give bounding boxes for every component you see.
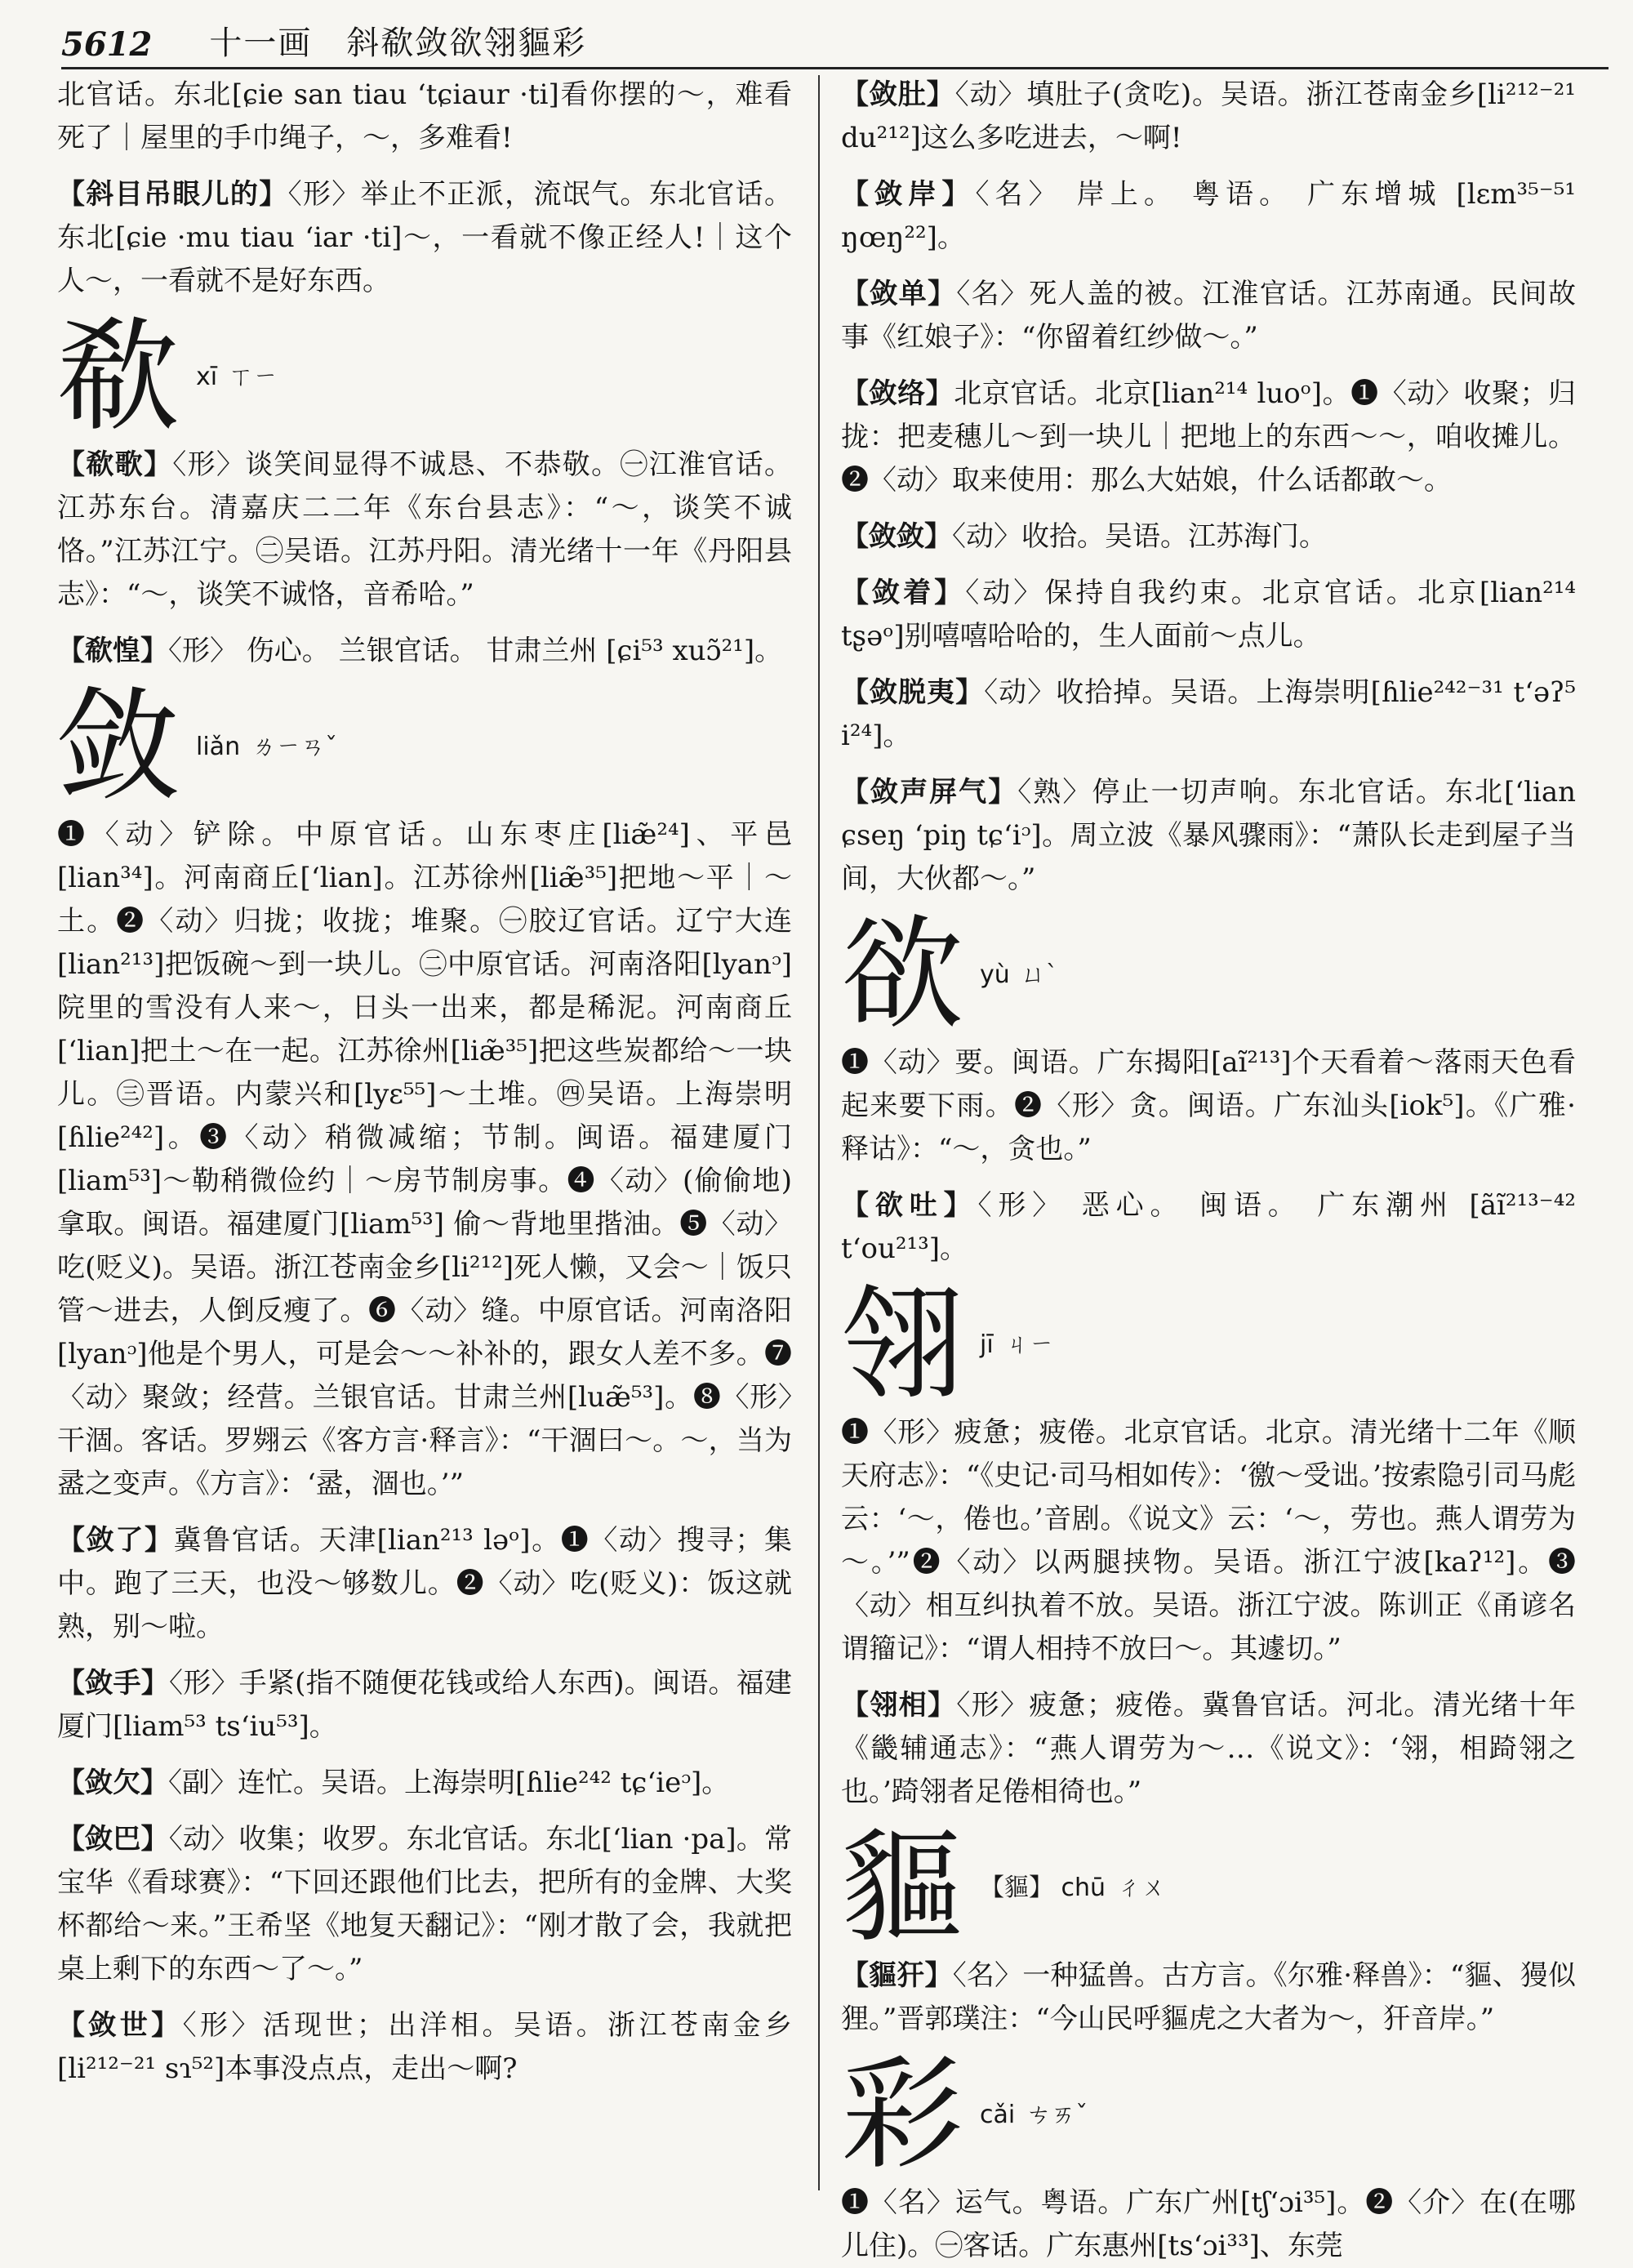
- headword-glyph: 欷: [57, 306, 180, 448]
- dictionary-entry: [841, 273, 1576, 359]
- entry-term: 【翎相】: [841, 1689, 957, 1722]
- entry-definition: 〈动〉填肚子(贪吃)。吴语。浙江苍南金乡[li²¹²⁻²¹ du²¹²]这么多吃进去，～啊!: [841, 78, 1576, 154]
- headword-zhuyin: ㄌㄧㄢˇ: [251, 733, 338, 761]
- left-column: [57, 74, 792, 2189]
- entry-term: 【敛敛】: [841, 520, 952, 553]
- entry-definition: 〈名〉 岸上。 粤语。 广东增城 [lɛm³⁵⁻⁵¹ ŋœŋ²²]。: [841, 178, 1576, 254]
- entry-continuation: ❶〈动〉铲除。中原官话。山东枣庄[liæ̃²⁴]、平邑[lian³⁴]。河南商丘[ʻlian]。江苏徐州[liæ̃³⁵]把地～平｜～土。❷〈动〉归拢；收拢；堆聚。㊀胶辽官话。辽宁大连[lian²¹³]把饭碗～到一块儿。㊁中原官话。河南洛阳[lyanᵓ]院里的雪没有人来～，日头一出来，都是稀泥。河南商丘[ʻlian]把土～在一起。江苏徐州[liæ̃³⁵]把这些炭都给～一块儿。㊂晋语。内蒙兴和[lyɛ⁵⁵]～土堆。㊃吴语。上海崇明[ɦlie²⁴²]。❸〈动〉稍微减缩；节制。闽语。福建厦门[liam⁵³]～勒稍微俭约｜～房节制房事。❹〈动〉(偷偷地)拿取。闽语。福建厦门[liam⁵³] 偷～背地里揩油。❺〈动〉吃(贬义)。吴语。浙江苍南金乡[li²¹²]死人懒，又会～｜饭只管～进去，人倒反瘦了。❻〈动〉缝。中原官话。河南洛阳[lyanᵓ]他是个男人，可是会～～补补的，跟女人差不多。❼〈动〉聚敛；经营。兰银官话。甘肃兰州[luæ̃⁵³]。❽〈形〉干涸。客话。罗翙云《客方言·释言》：“干涸曰～。～，当为盝之变声。《方言》：‘盝，涸也。’”: [57, 818, 792, 1500]
- entry-continuation: 北官话。东北[ɕie san tiau ʻtɕiaur ·ti]看你摆的～，难看死了｜屋里的手巾绳子，～，多难看!: [57, 78, 792, 154]
- dictionary-entry: [841, 515, 1576, 559]
- headword-pinyin: yù: [980, 960, 1010, 989]
- dictionary-entry: [841, 1954, 1576, 2041]
- headword-zhuyin: ㄘㄞˇ: [1026, 2101, 1088, 2129]
- right-column: [841, 74, 1577, 2262]
- headword-character: [57, 306, 792, 448]
- headword-pinyin: liǎn: [196, 733, 241, 761]
- entry-definition: 〈动〉收拾。吴语。江苏海门。: [952, 520, 1327, 553]
- dictionary-entry: [841, 671, 1576, 758]
- entry-term: 【敛巴】: [57, 1823, 169, 1856]
- entry-term: 【敛声屏气】: [841, 776, 1018, 809]
- entry-term: 【敛欠】: [57, 1767, 168, 1799]
- entry-definition: 〈形〉 恶心。 闽语。 广东潮州 [ãĩ²¹³⁻⁴² tʻou²¹³]。: [841, 1189, 1577, 1265]
- entry-definition: 〈形〉谈笑间显得不诚恳、不恭敬。㊀江淮官话。江苏东台。清嘉庆二二年《东台县志》：“～，谈笑不诚恪。”江苏江宁。㊁吴语。江苏丹阳。清光绪十一年《丹阳县志》：“～，谈笑不诚恪，音希哈。”: [57, 448, 792, 611]
- entry-definition: 〈形〉举止不正派，流氓气。东北官话。东北[ɕie ·mu tiau ʻiar ·ti]～，一看就不像正经人!｜这个人～，一看就不是好东西。: [57, 178, 793, 297]
- dictionary-entry: [57, 173, 792, 303]
- headword-character: [841, 2044, 1576, 2186]
- headword-character: [57, 676, 792, 818]
- headword-pinyin: jī: [980, 1330, 994, 1359]
- headword-zhuyin: ㄒㄧ: [229, 363, 278, 391]
- headword-zhuyin: ㄩˋ: [1021, 960, 1058, 989]
- dictionary-entry: [57, 2004, 792, 2091]
- headword-character: [841, 1817, 1576, 1959]
- dictionary-entry: [57, 1662, 792, 1749]
- entry-term: 【欲吐】: [841, 1189, 978, 1222]
- dictionary-entry: [841, 74, 1576, 160]
- dictionary-entry: [841, 572, 1576, 658]
- entry-term: 【貙犴】: [841, 1959, 953, 1992]
- headword-pinyin: cǎi: [980, 2101, 1016, 2129]
- headword-character: [841, 904, 1576, 1046]
- dictionary-entry: [841, 1684, 1576, 1814]
- dictionary-entry: [57, 443, 792, 617]
- entry-definition: 〈动〉保持自我约束。北京官话。北京[lian²¹⁴ tʂəᵒ]别嘻嘻哈哈的，生人面前～点儿。: [841, 577, 1577, 653]
- page-header: [61, 15, 1609, 69]
- headword-zhuyin: ㄐㄧ: [1004, 1330, 1054, 1359]
- entry-definition: 〈形〉活现世；出洋相。吴语。浙江苍南金乡[li²¹²⁻²¹ sɿ⁵²]本事没点点，走出～啊?: [57, 2009, 793, 2085]
- dictionary-entry: [57, 630, 792, 673]
- entry-continuation: ❶〈名〉运气。粤语。广东广州[tʃʻɔi³⁵]。❷〈介〉在(在哪儿住)。㊀客话。广东惠州[tsʻɔi³³]、东莞: [841, 2186, 1576, 2262]
- entry-term: 【斜目吊眼儿的】: [57, 178, 288, 211]
- entry-term: 【敛单】: [841, 278, 957, 310]
- dictionary-entry: [57, 1519, 792, 1649]
- entry-term: 【敛了】: [57, 1524, 174, 1557]
- headword-glyph: 翎: [841, 1274, 964, 1416]
- entry-definition: 〈形〉 伤心。 兰银官话。 甘肃兰州 [ɕi⁵³ xuɔ̃²¹]。: [168, 635, 783, 667]
- dictionary-entry: [841, 173, 1576, 260]
- entry-continuation: ❶〈动〉要。闽语。广东揭阳[aĩ²¹³]个天看着～落雨天色看起来要下雨。❷〈形〉贪。闽语。广东汕头[iok⁵]。《广雅·释诂》：“～，贪也。”: [841, 1046, 1576, 1165]
- entry-term: 【敛着】: [841, 577, 966, 609]
- entry-term: 【敛世】: [57, 2009, 183, 2042]
- entry-definition: 冀鲁官话。天津[lian²¹³ ləᵒ]。❶〈动〉搜寻；集中。跑了三天，也没～够数儿。❷〈动〉吃(贬义)：饭这就熟，别～啦。: [57, 1524, 792, 1643]
- dictionary-entry: [841, 771, 1576, 901]
- headword-glyph: 彩: [841, 2044, 964, 2186]
- entry-definition: 〈动〉收集；收罗。东北官话。东北[ʻlian ·pa]。常宝华《看球赛》：“下回还跟他们比去，把所有的金牌、大奖杯都给～来。”王希坚《地复天翻记》：“刚才散了会，我就把桌上剩下的东西～了～。”: [57, 1823, 793, 1985]
- page-title: 十一画 斜欷敛欲翎貙彩: [209, 25, 587, 62]
- headword-pinyin: 【貙】 chū: [980, 1874, 1106, 1902]
- headword-glyph: 敛: [57, 676, 180, 818]
- headword-pinyin: xī: [196, 363, 218, 391]
- headword-glyph: 欲: [841, 904, 964, 1046]
- headword-zhuyin: ㄔㄨ: [1117, 1874, 1167, 1902]
- entry-definition: 〈形〉疲惫；疲倦。冀鲁官话。河北。清光绪十年《畿辅通志》：“燕人谓劳为～…《说文》：‘翎，相踦翎之也。’踦翎者足倦相徛也。”: [841, 1689, 1576, 1808]
- entry-definition: 北京官话。北京[lian²¹⁴ luoᵒ]。❶〈动〉收聚；归拢：把麦穗儿～到一块儿｜把地上的东西～～，咱收摊儿。❷〈动〉取来使用：那么大姑娘，什么话都敢～。: [841, 377, 1577, 497]
- entry-continuation: ❶〈形〉疲惫；疲倦。北京官话。北京。清光绪十二年《顺天府志》：“《史记·司马相如传》：‘徼～受诎。’按索隐引司马彪云：‘～，倦也。’音剧。《说文》云：‘～，劳也。燕人谓劳为～。’”❷〈动〉以两腿挟物。吴语。浙江宁波[kaʔ¹²]。❸〈动〉相互纠执着不放。吴语。浙江宁波。陈训正《甬谚名谓籀记》：“谓人相持不放曰～。其遽切。”: [841, 1416, 1576, 1665]
- entry-definition: 〈名〉死人盖的被。江淮官话。江苏南通。民间故事《红娘子》：“你留着红纱做～。”: [841, 278, 1576, 354]
- entry-term: 【欷惶】: [57, 635, 168, 667]
- page-number: 5612: [61, 25, 153, 64]
- entry-term: 【敛络】: [841, 377, 954, 410]
- dictionary-entry: [57, 1762, 792, 1805]
- entry-definition: 〈副〉连忙。吴语。上海崇明[ɦlie²⁴² tɕʻieᵓ]。: [168, 1767, 730, 1799]
- entry-definition: 〈熟〉停止一切声响。东北官话。东北[ʻlian ɕseŋ ʻpiŋ tɕʻiᵓ]。周立波《暴风骤雨》：“萧队长走到屋子当间，大伙都～。”: [841, 776, 1576, 895]
- entry-term: 【敛脱夷】: [841, 676, 985, 709]
- entry-term: 【敛岸】: [841, 178, 976, 211]
- dictionary-entry: [841, 1184, 1576, 1271]
- dictionary-entry: [841, 372, 1576, 502]
- entry-term: 【敛肚】: [841, 78, 955, 111]
- entry-definition: 〈动〉收拾掉。吴语。上海崇明[ɦlie²⁴²⁻³¹ tʻəʔ⁵ i²⁴]。: [841, 676, 1576, 752]
- headword-glyph: 貙: [841, 1817, 964, 1959]
- entry-term: 【欷歌】: [57, 448, 173, 481]
- dictionary-entry: [57, 1818, 792, 1991]
- headword-character: [841, 1274, 1576, 1416]
- entry-definition: 〈形〉手紧(指不随便花钱或给人东西)。闽语。福建厦门[liam⁵³ tsʻiu⁵³]。: [57, 1667, 793, 1743]
- entry-definition: 〈名〉一种猛兽。古方言。《尔雅·释兽》：“貙、獌似狸。”晋郭璞注：“今山民呼貙虎之大者为～，犴音岸。”: [841, 1959, 1576, 2035]
- entry-term: 【敛手】: [57, 1667, 169, 1700]
- column-divider: [818, 75, 820, 2190]
